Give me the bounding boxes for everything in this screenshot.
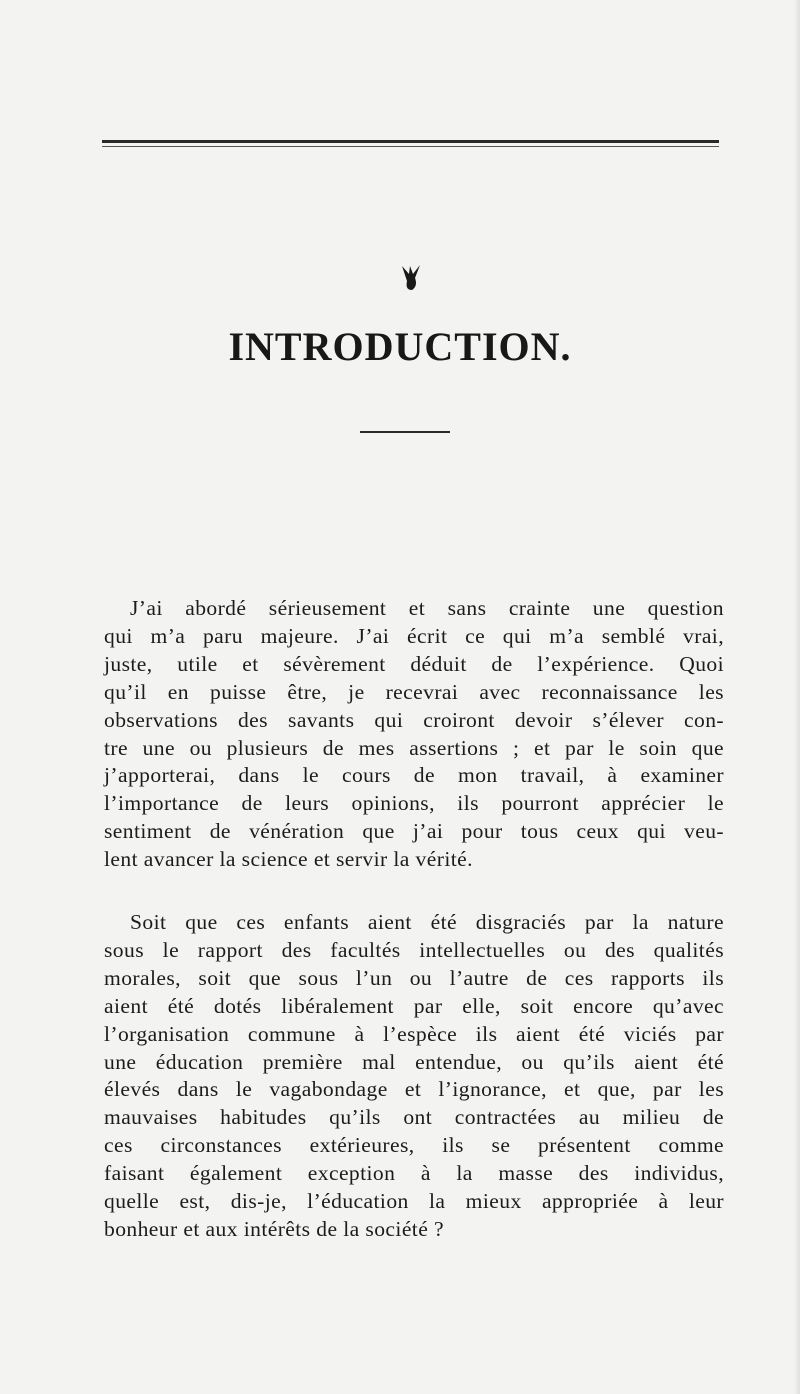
text-line: une éducation première mal entendue, ou qu’ils aient été [104, 1049, 724, 1074]
text-line: l’organisation commune à l’espèce ils aient été viciés par [104, 1021, 724, 1046]
ink-blot-icon [400, 262, 422, 292]
text-line: lent avancer la science et servir la vérité. [104, 847, 473, 872]
text-line: tre une ou plusieurs de mes assertions ; et par le soin que [104, 735, 724, 760]
text-line: juste, utile et sévèrement déduit de l’expérience. Quoi [104, 651, 724, 676]
text-line: morales, soit que sous l’un ou l’autre de ces rapports ils [104, 965, 724, 990]
text-line: élevés dans le vagabondage et l’ignorance, et que, par les [104, 1077, 724, 1102]
text-line: bonheur et aux intérêts de la société ? [104, 1216, 444, 1241]
header-rule-thin [102, 146, 719, 147]
text-line: qui m’a paru majeure. J’ai écrit ce qui m’a semblé vrai, [104, 623, 724, 648]
text-line: observations des savants qui croiront devoir s’élever con- [104, 707, 724, 732]
title-rule [360, 431, 450, 433]
text-line: ces circonstances extérieures, ils se présentent comme [104, 1133, 724, 1158]
text-line: quelle est, dis-je, l’éducation la mieux appropriée à leur [104, 1189, 724, 1214]
text-line: sous le rapport des facultés intellectuelles ou des qualités [104, 937, 724, 962]
paragraph-2 [104, 909, 724, 1244]
text-line: J’ai abordé sérieusement et sans crainte une question [130, 596, 724, 620]
text-line: aient été dotés libéralement par elle, soit encore qu’avec [104, 993, 724, 1018]
text-line: Soit que ces enfants aient été disgraciés par la nature [130, 910, 724, 934]
text-line: mauvaises habitudes qu’ils ont contractées au milieu de [104, 1105, 724, 1130]
text-line: j’apporterai, dans le cours de mon travail, à examiner [104, 763, 724, 788]
text-line: qu’il en puisse être, je recevrai avec reconnaissance les [104, 679, 724, 704]
text-line: faisant également exception à la masse des individus, [104, 1161, 724, 1186]
page-title: INTRODUCTION. [228, 323, 572, 369]
text-line: l’importance de leurs opinions, ils pourront apprécier le [104, 791, 724, 816]
paragraph-1 [104, 595, 724, 874]
scan-edge-shadow [794, 0, 800, 1394]
text-line: sentiment de vénération que j’ai pour tous ceux qui veu- [104, 819, 724, 844]
header-rule [102, 140, 719, 143]
